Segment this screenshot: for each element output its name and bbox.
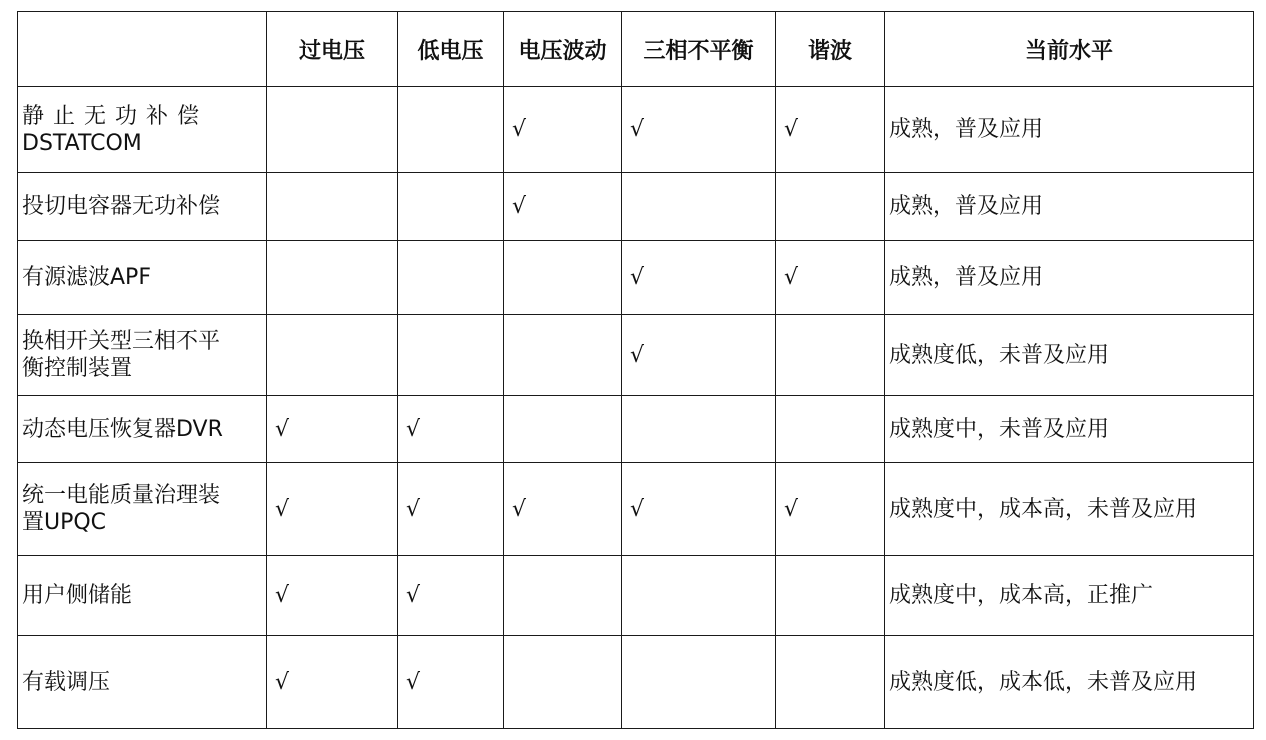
header-row bbox=[18, 12, 1254, 87]
header-cell-overvoltage: 过电压 bbox=[267, 12, 398, 87]
level-cell: 成熟度低，成本低，未普及应用 bbox=[885, 636, 1254, 729]
header-cell-harmonics: 谐波 bbox=[776, 12, 885, 87]
device-name-line2: 衡控制装置 bbox=[22, 356, 133, 381]
device-name-line2: DSTATCOM bbox=[22, 130, 142, 156]
mark-cell-harmonics: √ bbox=[776, 87, 885, 173]
mark-cell-harmonics bbox=[776, 396, 885, 463]
device-name-line1: 动态电压恢复器DVR bbox=[22, 416, 223, 442]
mark-cell-harmonics bbox=[776, 556, 885, 636]
device-name-line1: 用户侧储能 bbox=[22, 583, 133, 608]
header-cell-three-phase-unbalance: 三相不平衡 bbox=[622, 12, 776, 87]
mark-cell-undervoltage bbox=[398, 173, 504, 241]
table-row bbox=[18, 315, 1254, 396]
mark-cell-overvoltage bbox=[267, 87, 398, 173]
level-cell: 成熟，普及应用 bbox=[885, 87, 1254, 173]
device-name-line1: 静止无功补偿 bbox=[22, 103, 209, 129]
mark-cell-overvoltage bbox=[267, 241, 398, 315]
mark-cell-voltage-fluctuation: √ bbox=[504, 173, 622, 241]
device-name-line2: 置UPQC bbox=[22, 510, 107, 535]
device-name-line1: 换相开关型三相不平 bbox=[22, 329, 221, 354]
level-cell: 成熟度低，未普及应用 bbox=[885, 315, 1254, 396]
device-name-cell bbox=[18, 173, 267, 241]
mark-cell-three-phase-unbalance bbox=[622, 396, 776, 463]
mark-cell-voltage-fluctuation: √ bbox=[504, 463, 622, 556]
mark-cell-voltage-fluctuation: √ bbox=[504, 87, 622, 173]
mark-cell-harmonics: √ bbox=[776, 241, 885, 315]
comparison-table bbox=[17, 11, 1254, 729]
mark-cell-overvoltage bbox=[267, 173, 398, 241]
mark-cell-undervoltage bbox=[398, 315, 504, 396]
mark-cell-voltage-fluctuation bbox=[504, 636, 622, 729]
mark-cell-voltage-fluctuation bbox=[504, 556, 622, 636]
header-cell-empty bbox=[18, 12, 267, 87]
mark-cell-voltage-fluctuation bbox=[504, 315, 622, 396]
table-row bbox=[18, 87, 1254, 173]
table-row bbox=[18, 173, 1254, 241]
mark-cell-three-phase-unbalance: √ bbox=[622, 241, 776, 315]
device-name-cell bbox=[18, 463, 267, 556]
device-name-line1: 有源滤波APF bbox=[22, 265, 151, 290]
mark-cell-three-phase-unbalance: √ bbox=[622, 315, 776, 396]
level-cell: 成熟，普及应用 bbox=[885, 173, 1254, 241]
mark-cell-harmonics bbox=[776, 636, 885, 729]
mark-cell-undervoltage: √ bbox=[398, 556, 504, 636]
mark-cell-harmonics bbox=[776, 173, 885, 241]
mark-cell-three-phase-unbalance: √ bbox=[622, 87, 776, 173]
mark-cell-voltage-fluctuation bbox=[504, 241, 622, 315]
mark-cell-three-phase-unbalance bbox=[622, 636, 776, 729]
mark-cell-overvoltage: √ bbox=[267, 396, 398, 463]
mark-cell-undervoltage bbox=[398, 87, 504, 173]
device-name-cell bbox=[18, 315, 267, 396]
header-cell-current-level: 当前水平 bbox=[885, 12, 1254, 87]
mark-cell-voltage-fluctuation bbox=[504, 396, 622, 463]
mark-cell-undervoltage bbox=[398, 241, 504, 315]
table-row bbox=[18, 636, 1254, 729]
table-row bbox=[18, 463, 1254, 556]
table-row bbox=[18, 241, 1254, 315]
mark-cell-harmonics: √ bbox=[776, 463, 885, 556]
device-name-line1: 投切电容器无功补偿 bbox=[22, 194, 221, 219]
mark-cell-overvoltage: √ bbox=[267, 556, 398, 636]
mark-cell-three-phase-unbalance bbox=[622, 173, 776, 241]
mark-cell-undervoltage: √ bbox=[398, 636, 504, 729]
mark-cell-three-phase-unbalance: √ bbox=[622, 463, 776, 556]
device-name-cell bbox=[18, 396, 267, 463]
device-name-line1: 有载调压 bbox=[22, 669, 111, 695]
header-cell-undervoltage: 低电压 bbox=[398, 12, 504, 87]
device-name-cell bbox=[18, 87, 267, 173]
mark-cell-three-phase-unbalance bbox=[622, 556, 776, 636]
level-cell: 成熟度中，成本高，未普及应用 bbox=[885, 463, 1254, 556]
device-name-line1: 统一电能质量治理装 bbox=[22, 483, 221, 508]
header-cell-voltage-fluctuation: 电压波动 bbox=[504, 12, 622, 87]
table-row bbox=[18, 556, 1254, 636]
level-cell: 成熟度中，成本高，正推广 bbox=[885, 556, 1254, 636]
table-row bbox=[18, 396, 1254, 463]
device-name-cell bbox=[18, 636, 267, 729]
device-name-cell bbox=[18, 241, 267, 315]
mark-cell-overvoltage: √ bbox=[267, 636, 398, 729]
level-cell: 成熟度中，未普及应用 bbox=[885, 396, 1254, 463]
device-name-cell bbox=[18, 556, 267, 636]
mark-cell-overvoltage: √ bbox=[267, 463, 398, 556]
mark-cell-undervoltage: √ bbox=[398, 463, 504, 556]
mark-cell-overvoltage bbox=[267, 315, 398, 396]
mark-cell-undervoltage: √ bbox=[398, 396, 504, 463]
mark-cell-harmonics bbox=[776, 315, 885, 396]
level-cell: 成熟，普及应用 bbox=[885, 241, 1254, 315]
